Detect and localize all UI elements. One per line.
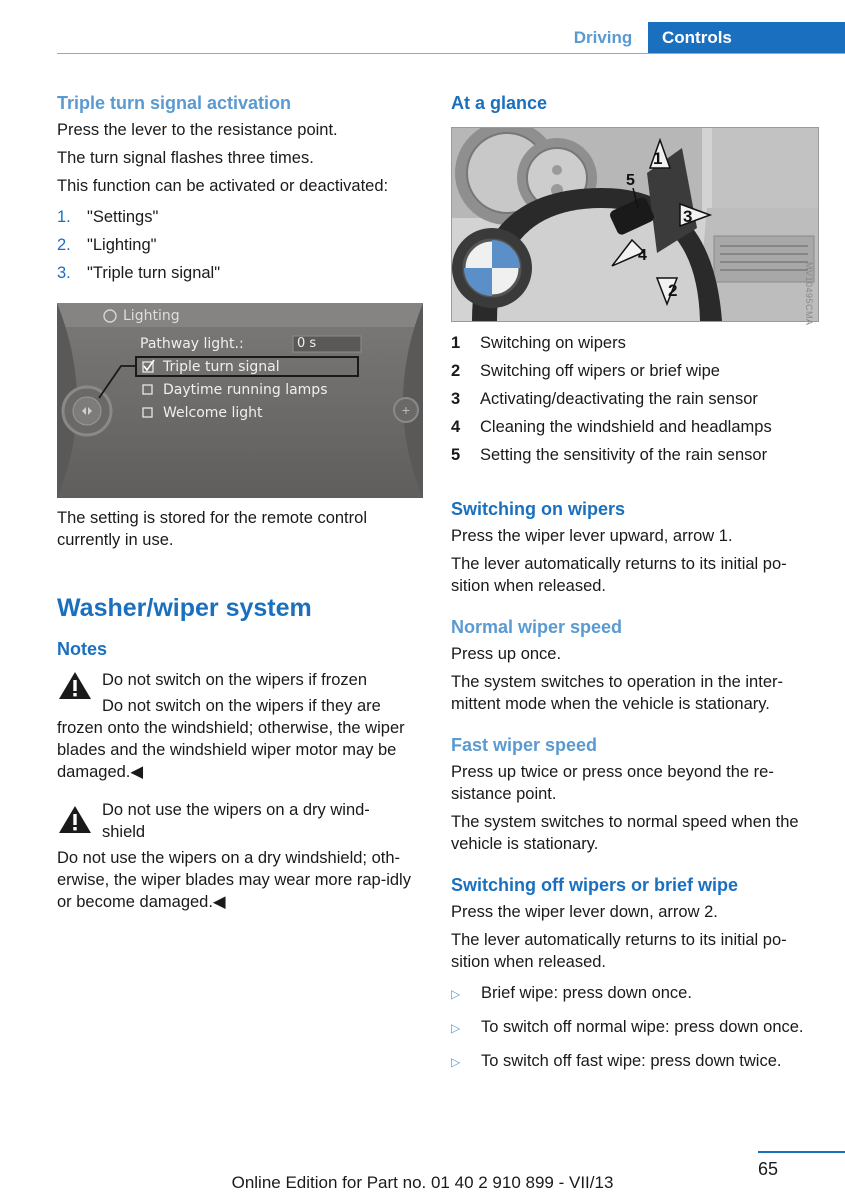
svg-text:3: 3	[683, 207, 693, 226]
wiper-lever-photo	[451, 127, 819, 322]
menu-item-triple-turn: Triple turn signal	[163, 359, 280, 375]
list-item	[451, 329, 825, 357]
list-item	[57, 259, 423, 287]
list-item	[451, 441, 825, 469]
switching-on-p1: Press the wiper lever upward, arrow 1.	[451, 527, 733, 545]
list-item	[57, 203, 423, 231]
warning-frozen	[57, 669, 423, 783]
normal-speed-p2: The system switches to operation in the inter-mittent mode when the vehicle is stationary.	[451, 673, 783, 713]
step-number: 1.	[57, 208, 71, 226]
svg-text:+: +	[401, 402, 411, 418]
normal-speed-heading: Normal wiper speed	[451, 617, 623, 637]
list-item	[451, 1013, 825, 1041]
washer-section	[57, 507, 423, 913]
list-item	[451, 385, 825, 413]
glance-section	[451, 91, 825, 115]
switching-on-heading: Switching on wipers	[451, 499, 626, 519]
svg-text:2: 2	[668, 281, 678, 300]
switching-off-heading: Switching off wipers or brief wipe	[451, 875, 739, 895]
notes-heading: Notes	[57, 639, 108, 659]
switching-off-p1: Press the wiper lever down, arrow 2.	[451, 903, 718, 921]
warning-title: Do not use the wipers on a dry wind-shield	[102, 801, 370, 841]
warning-icon	[57, 803, 93, 835]
idrive-screen-image	[57, 303, 423, 498]
legend-text: Activating/deactivating the rain sensor	[480, 390, 758, 408]
page-number: 65	[758, 1159, 779, 1179]
menu-item-welcome-light: Welcome light	[163, 405, 263, 421]
glance-legend	[451, 329, 825, 1081]
warning-body: Do not switch on the wipers if they are frozen onto the windshield; otherwise, the wiper blades and the windshield wiper motor may be damaged.◀	[57, 697, 405, 781]
list-item	[451, 1047, 825, 1075]
step-text: "Settings"	[87, 208, 159, 226]
step-number: 2.	[57, 236, 71, 254]
photo-graphic	[452, 128, 818, 321]
step-text: "Lighting"	[87, 236, 157, 254]
menu-item-daytime-lamps: Daytime running lamps	[163, 382, 328, 398]
svg-text:4: 4	[638, 247, 647, 264]
triple-turn-p3: This function can be activated or deactivated:	[57, 177, 389, 195]
triple-turn-heading: Triple turn signal activation	[57, 93, 292, 113]
legend-list	[451, 329, 825, 469]
header-section: Driving	[573, 28, 633, 47]
step-number: 3.	[57, 264, 71, 282]
legend-number: 3	[451, 390, 461, 408]
warning-body: Do not use the wipers on a dry windshield; oth-erwise, the wiper blades may wear more rap-idly or become damaged.◀	[57, 849, 411, 911]
photo-code: MV10495CMA	[804, 262, 814, 326]
stored-note: The setting is stored for the remote control currently in use.	[57, 509, 367, 549]
header-rule	[57, 53, 845, 54]
list-item	[57, 231, 423, 259]
washer-heading: Washer/wiper system	[57, 594, 312, 622]
glance-heading: At a glance	[451, 93, 548, 113]
legend-text: Setting the sensitivity of the rain sensor	[480, 446, 768, 464]
triple-turn-section	[57, 91, 423, 287]
bullet-text: To switch off fast wipe: press down twice.	[481, 1052, 782, 1070]
footer-edition: Online Edition for Part no. 01 40 2 910 899 - VII/13	[231, 1173, 614, 1192]
triple-turn-p1: Press the lever to the resistance point.	[57, 121, 338, 139]
legend-text: Switching off wipers or brief wipe	[480, 362, 720, 380]
bullet-text: To switch off normal wipe: press down once.	[481, 1018, 804, 1036]
legend-number: 1	[451, 334, 461, 352]
bullet-triangle-icon: ▷	[451, 986, 461, 1001]
list-item	[451, 979, 825, 1007]
list-item	[451, 413, 825, 441]
fast-speed-p2: The system switches to normal speed when the vehicle is stationary.	[451, 813, 799, 853]
warning-dry	[57, 799, 423, 913]
warning-icon	[57, 669, 93, 701]
header-chapter: Controls	[648, 22, 845, 54]
fast-speed-heading: Fast wiper speed	[451, 735, 598, 755]
bullet-text: Brief wipe: press down once.	[481, 984, 692, 1002]
legend-number: 2	[451, 362, 461, 380]
svg-text:1: 1	[653, 149, 663, 168]
list-item	[451, 357, 825, 385]
step-text: "Triple turn signal"	[87, 264, 221, 282]
warning-row	[57, 799, 423, 843]
steps-list	[57, 203, 423, 287]
svg-text:5: 5	[626, 172, 635, 189]
bullet-triangle-icon: ▷	[451, 1054, 461, 1069]
normal-speed-p1: Press up once.	[451, 645, 562, 663]
legend-text: Cleaning the windshield and headlamps	[480, 418, 772, 436]
triple-turn-p2: The turn signal flashes three times.	[57, 149, 314, 167]
legend-text: Switching on wipers	[480, 334, 626, 352]
legend-number: 4	[451, 418, 461, 436]
switching-off-bullets	[451, 979, 825, 1075]
switching-off-p2: The lever automatically returns to its initial po-sition when released.	[451, 931, 787, 971]
fast-speed-p1: Press up twice or press once beyond the re-sistance point.	[451, 763, 774, 803]
warning-title: Do not switch on the wipers if frozen	[102, 671, 368, 689]
pathway-label: Pathway light.:	[140, 336, 244, 352]
bullet-triangle-icon: ▷	[451, 1020, 461, 1035]
screen-title: Lighting	[123, 308, 180, 324]
legend-number: 5	[451, 446, 461, 464]
page-number-rule	[758, 1151, 845, 1153]
pathway-value: 0 s	[297, 336, 317, 351]
switching-on-p2: The lever automatically returns to its initial po-sition when released.	[451, 555, 787, 595]
